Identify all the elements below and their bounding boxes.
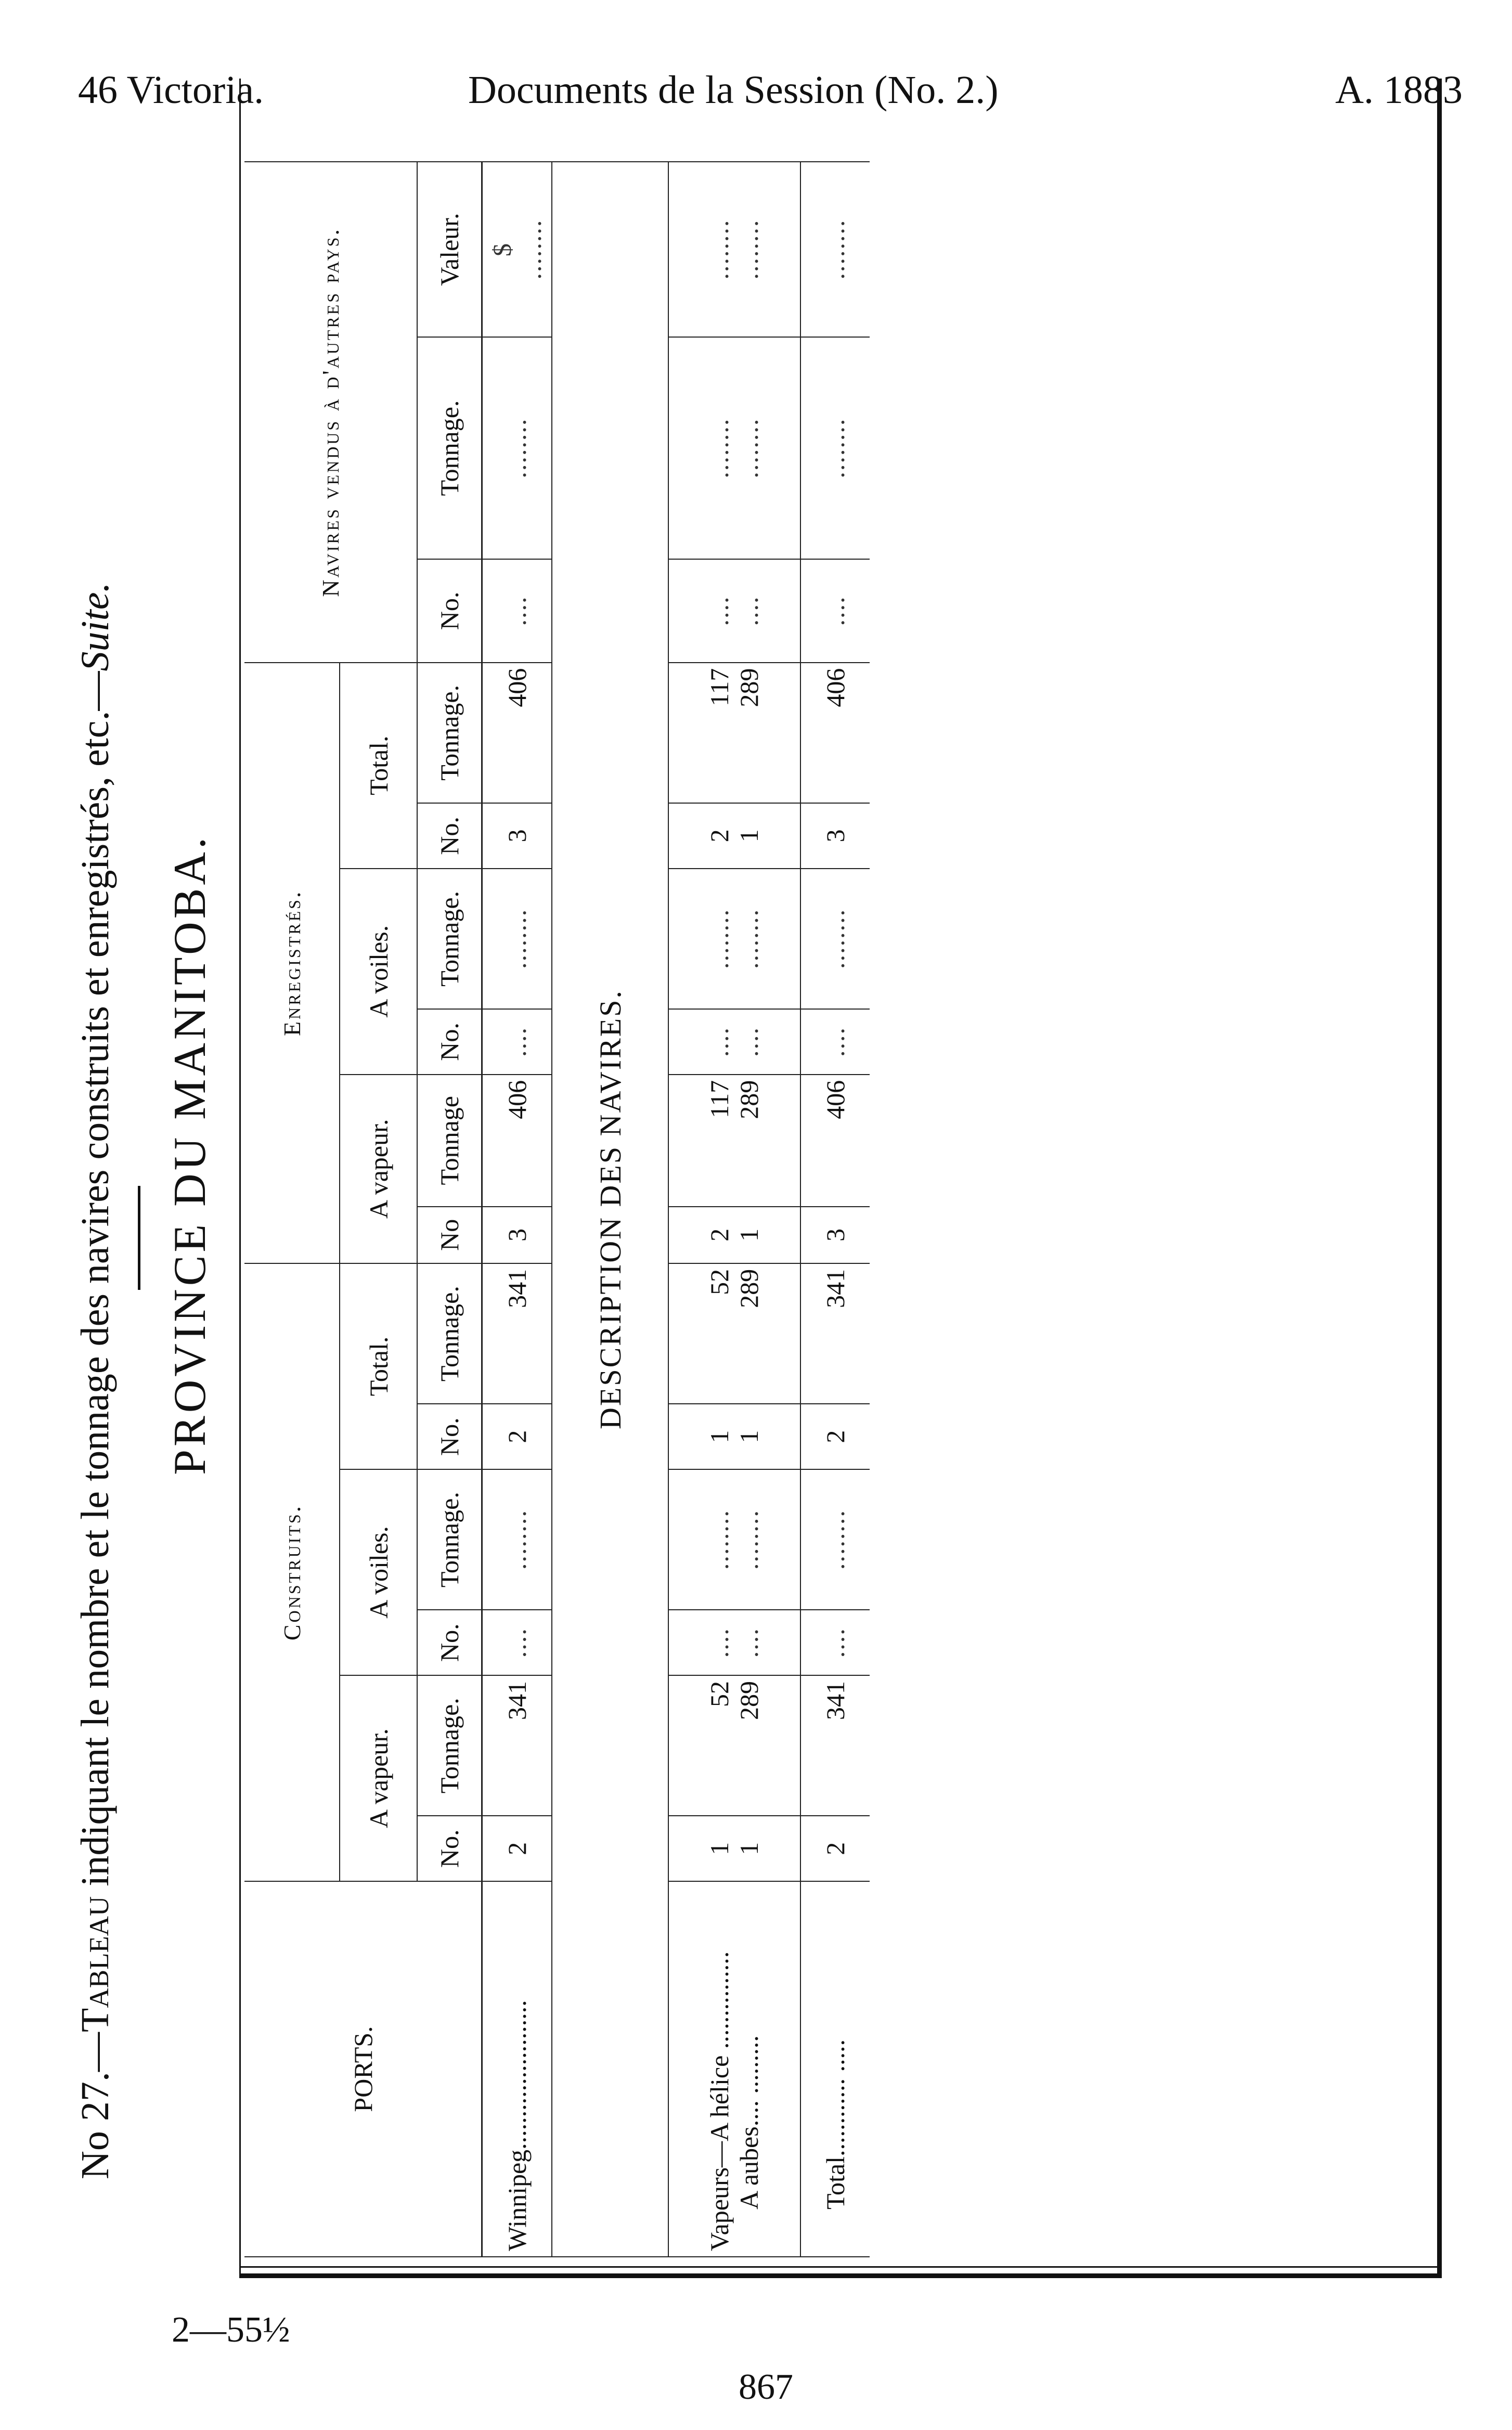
header-documents: Documents de la Session (No. 2.) — [468, 68, 999, 112]
group-navires-vendus: Navires vendus à d'autres pays. — [244, 162, 417, 663]
cell-dots: ........ — [800, 869, 870, 1009]
cell-value: 2 — [800, 1404, 870, 1469]
header-year: A. 1883 — [1335, 68, 1463, 112]
col-no: No. — [417, 1009, 482, 1075]
cell-value: 3 — [482, 803, 552, 869]
cell-dots: ........ — [482, 1469, 552, 1610]
cell-dots: ........ — [734, 908, 764, 969]
cell-dots: .... — [734, 1627, 764, 1658]
cell-dots: .... — [704, 1026, 734, 1057]
total-label-text: Total............ ..... — [821, 2039, 850, 2209]
cell-dots: ........ — [800, 1469, 870, 1610]
title-text: indiquant le nombre et le tonnage des navires construits et enregistrés, etc.— — [73, 671, 117, 1896]
cell-value: 289 — [734, 1269, 764, 1308]
cell-value: 289 — [734, 1681, 764, 1720]
sub-construits-voiles: A voiles. — [340, 1469, 417, 1675]
cell-dots: ........ — [518, 219, 547, 280]
cell-value: 2 — [482, 1404, 552, 1469]
cell-value: 2 — [482, 1816, 552, 1881]
group-construits: Construits. — [244, 1263, 340, 1881]
cell-dots: .... — [482, 559, 552, 662]
description-header-row — [552, 162, 668, 2257]
cell-pair — [668, 162, 800, 337]
port-label: Winnipeg....................... — [482, 1881, 552, 2257]
sub-enreg-voiles: A voiles. — [340, 869, 417, 1075]
cell-dots: .... — [704, 596, 734, 626]
cell-value: 289 — [734, 668, 764, 707]
cell-value: 52 — [704, 1681, 734, 1707]
cell-pair — [668, 1263, 800, 1404]
cell-pair — [668, 803, 800, 869]
cell-value: 3 — [800, 1207, 870, 1263]
cell-value: 2 — [704, 829, 734, 843]
col-tonnage: Tonnage. — [417, 663, 482, 803]
cell-value: 341 — [800, 1675, 870, 1816]
col-tonnage: Tonnage. — [417, 1675, 482, 1816]
table-row-winnipeg — [482, 162, 552, 2257]
cell-value: 1 — [734, 1228, 764, 1242]
cell-value: 1 — [734, 1430, 764, 1443]
table-row-vapeurs — [668, 162, 800, 2257]
col-valeur: Valeur. — [417, 162, 482, 337]
cell-value: 341 — [482, 1263, 552, 1404]
cell-value: 52 — [704, 1269, 734, 1295]
title-number: No 27.— — [73, 2032, 117, 2179]
type-labels — [668, 1881, 800, 2257]
sub-enreg-total: Total. — [340, 663, 417, 869]
table-frame-inner-line — [239, 2266, 1441, 2268]
cell-value: 406 — [800, 1075, 870, 1207]
cell-pair — [668, 1075, 800, 1207]
ships-table — [244, 161, 870, 2257]
cell-dots: .... — [704, 1627, 734, 1658]
cell-value: 406 — [800, 663, 870, 803]
cell-dots: ........ — [734, 1509, 764, 1570]
helice-label: Vapeurs—A hélice ............... — [704, 1951, 734, 2251]
group-enregistres: Enregistrés. — [244, 663, 340, 1263]
col-tonnage: Tonnage. — [417, 337, 482, 559]
cell-pair — [668, 1009, 800, 1075]
cell-dots: ........ — [734, 219, 764, 280]
col-no: No. — [417, 803, 482, 869]
cell-value: 1 — [704, 1430, 734, 1443]
cell-dots: .... — [734, 596, 764, 626]
cell-dots: .... — [800, 1610, 870, 1675]
cell-dots: ........ — [704, 1509, 734, 1570]
cell-value: 117 — [704, 668, 734, 706]
col-no: No. — [417, 559, 482, 662]
cell-value: 341 — [800, 1263, 870, 1404]
cell-pair — [668, 1610, 800, 1675]
sub-enreg-vapeur: A vapeur. — [340, 1075, 417, 1263]
cell-value: 1 — [734, 1842, 764, 1855]
cell-value: 406 — [482, 663, 552, 803]
cell-dots: ........ — [482, 869, 552, 1009]
col-no: No. — [417, 1610, 482, 1675]
cell-dots: .... — [800, 559, 870, 662]
col-tonnage: Tonnage. — [417, 1469, 482, 1610]
col-no: No. — [417, 1404, 482, 1469]
page-number: 867 — [739, 2367, 793, 2407]
cell-dots: ........ — [734, 418, 764, 479]
cell-value: 2 — [800, 1816, 870, 1881]
cell-value: 341 — [482, 1675, 552, 1816]
cell-dots: ........ — [800, 162, 870, 337]
cell-pair — [668, 663, 800, 803]
table-row-total — [800, 162, 870, 2257]
footer-signature-mark: 2—55½ — [172, 2310, 290, 2350]
title-tableau: Tableau — [73, 1896, 117, 2033]
sub-construits-vapeur: A vapeur. — [340, 1675, 417, 1881]
table-title — [73, 47, 118, 2179]
cell-pair — [668, 1816, 800, 1881]
cell-value: 1 — [704, 1842, 734, 1855]
province-rule — [138, 1186, 140, 1290]
cell-pair — [668, 1404, 800, 1469]
col-tonnage: Tonnage — [417, 1075, 482, 1207]
cell-value: 406 — [482, 1075, 552, 1207]
cell-dots: .... — [482, 1009, 552, 1075]
cell-dots: ........ — [704, 908, 734, 969]
description-header: DESCRIPTION DES NAVIRES. — [552, 162, 668, 2257]
cell-value: 2 — [704, 1228, 734, 1242]
cell-pair — [668, 559, 800, 662]
cell-valeur — [482, 162, 552, 337]
sub-construits-total: Total. — [340, 1263, 417, 1469]
cell-pair — [668, 1469, 800, 1610]
cell-dots: ........ — [704, 418, 734, 479]
province-heading: PROVINCE DU MANITOBA. — [165, 834, 215, 1475]
cell-dots: ........ — [482, 337, 552, 559]
cell-value: 1 — [734, 829, 764, 843]
col-no: No — [417, 1207, 482, 1263]
cell-pair — [668, 869, 800, 1009]
cell-dots: .... — [734, 1026, 764, 1057]
cell-dots: .... — [482, 1610, 552, 1675]
cell-pair — [668, 337, 800, 559]
cell-pair — [668, 1207, 800, 1263]
ports-header: PORTS. — [244, 1881, 482, 2257]
cell-pair — [668, 1675, 800, 1816]
cell-value: 117 — [704, 1080, 734, 1118]
header-volume: 46 Victoria. — [78, 68, 264, 112]
col-no: No. — [417, 1816, 482, 1881]
col-tonnage: Tonnage. — [417, 1263, 482, 1404]
cell-value: 3 — [482, 1207, 552, 1263]
title-suite: Suite. — [73, 582, 117, 671]
cell-value: 3 — [800, 803, 870, 869]
cell-dots: ........ — [800, 337, 870, 559]
dollar-sign: $ — [487, 242, 516, 256]
cell-value: 289 — [734, 1080, 764, 1119]
cell-dots: .... — [800, 1009, 870, 1075]
total-label — [800, 1881, 870, 2257]
cell-dots: ........ — [704, 219, 734, 280]
col-tonnage: Tonnage. — [417, 869, 482, 1009]
aubes-label: A aubes.... ......... — [734, 2035, 764, 2209]
